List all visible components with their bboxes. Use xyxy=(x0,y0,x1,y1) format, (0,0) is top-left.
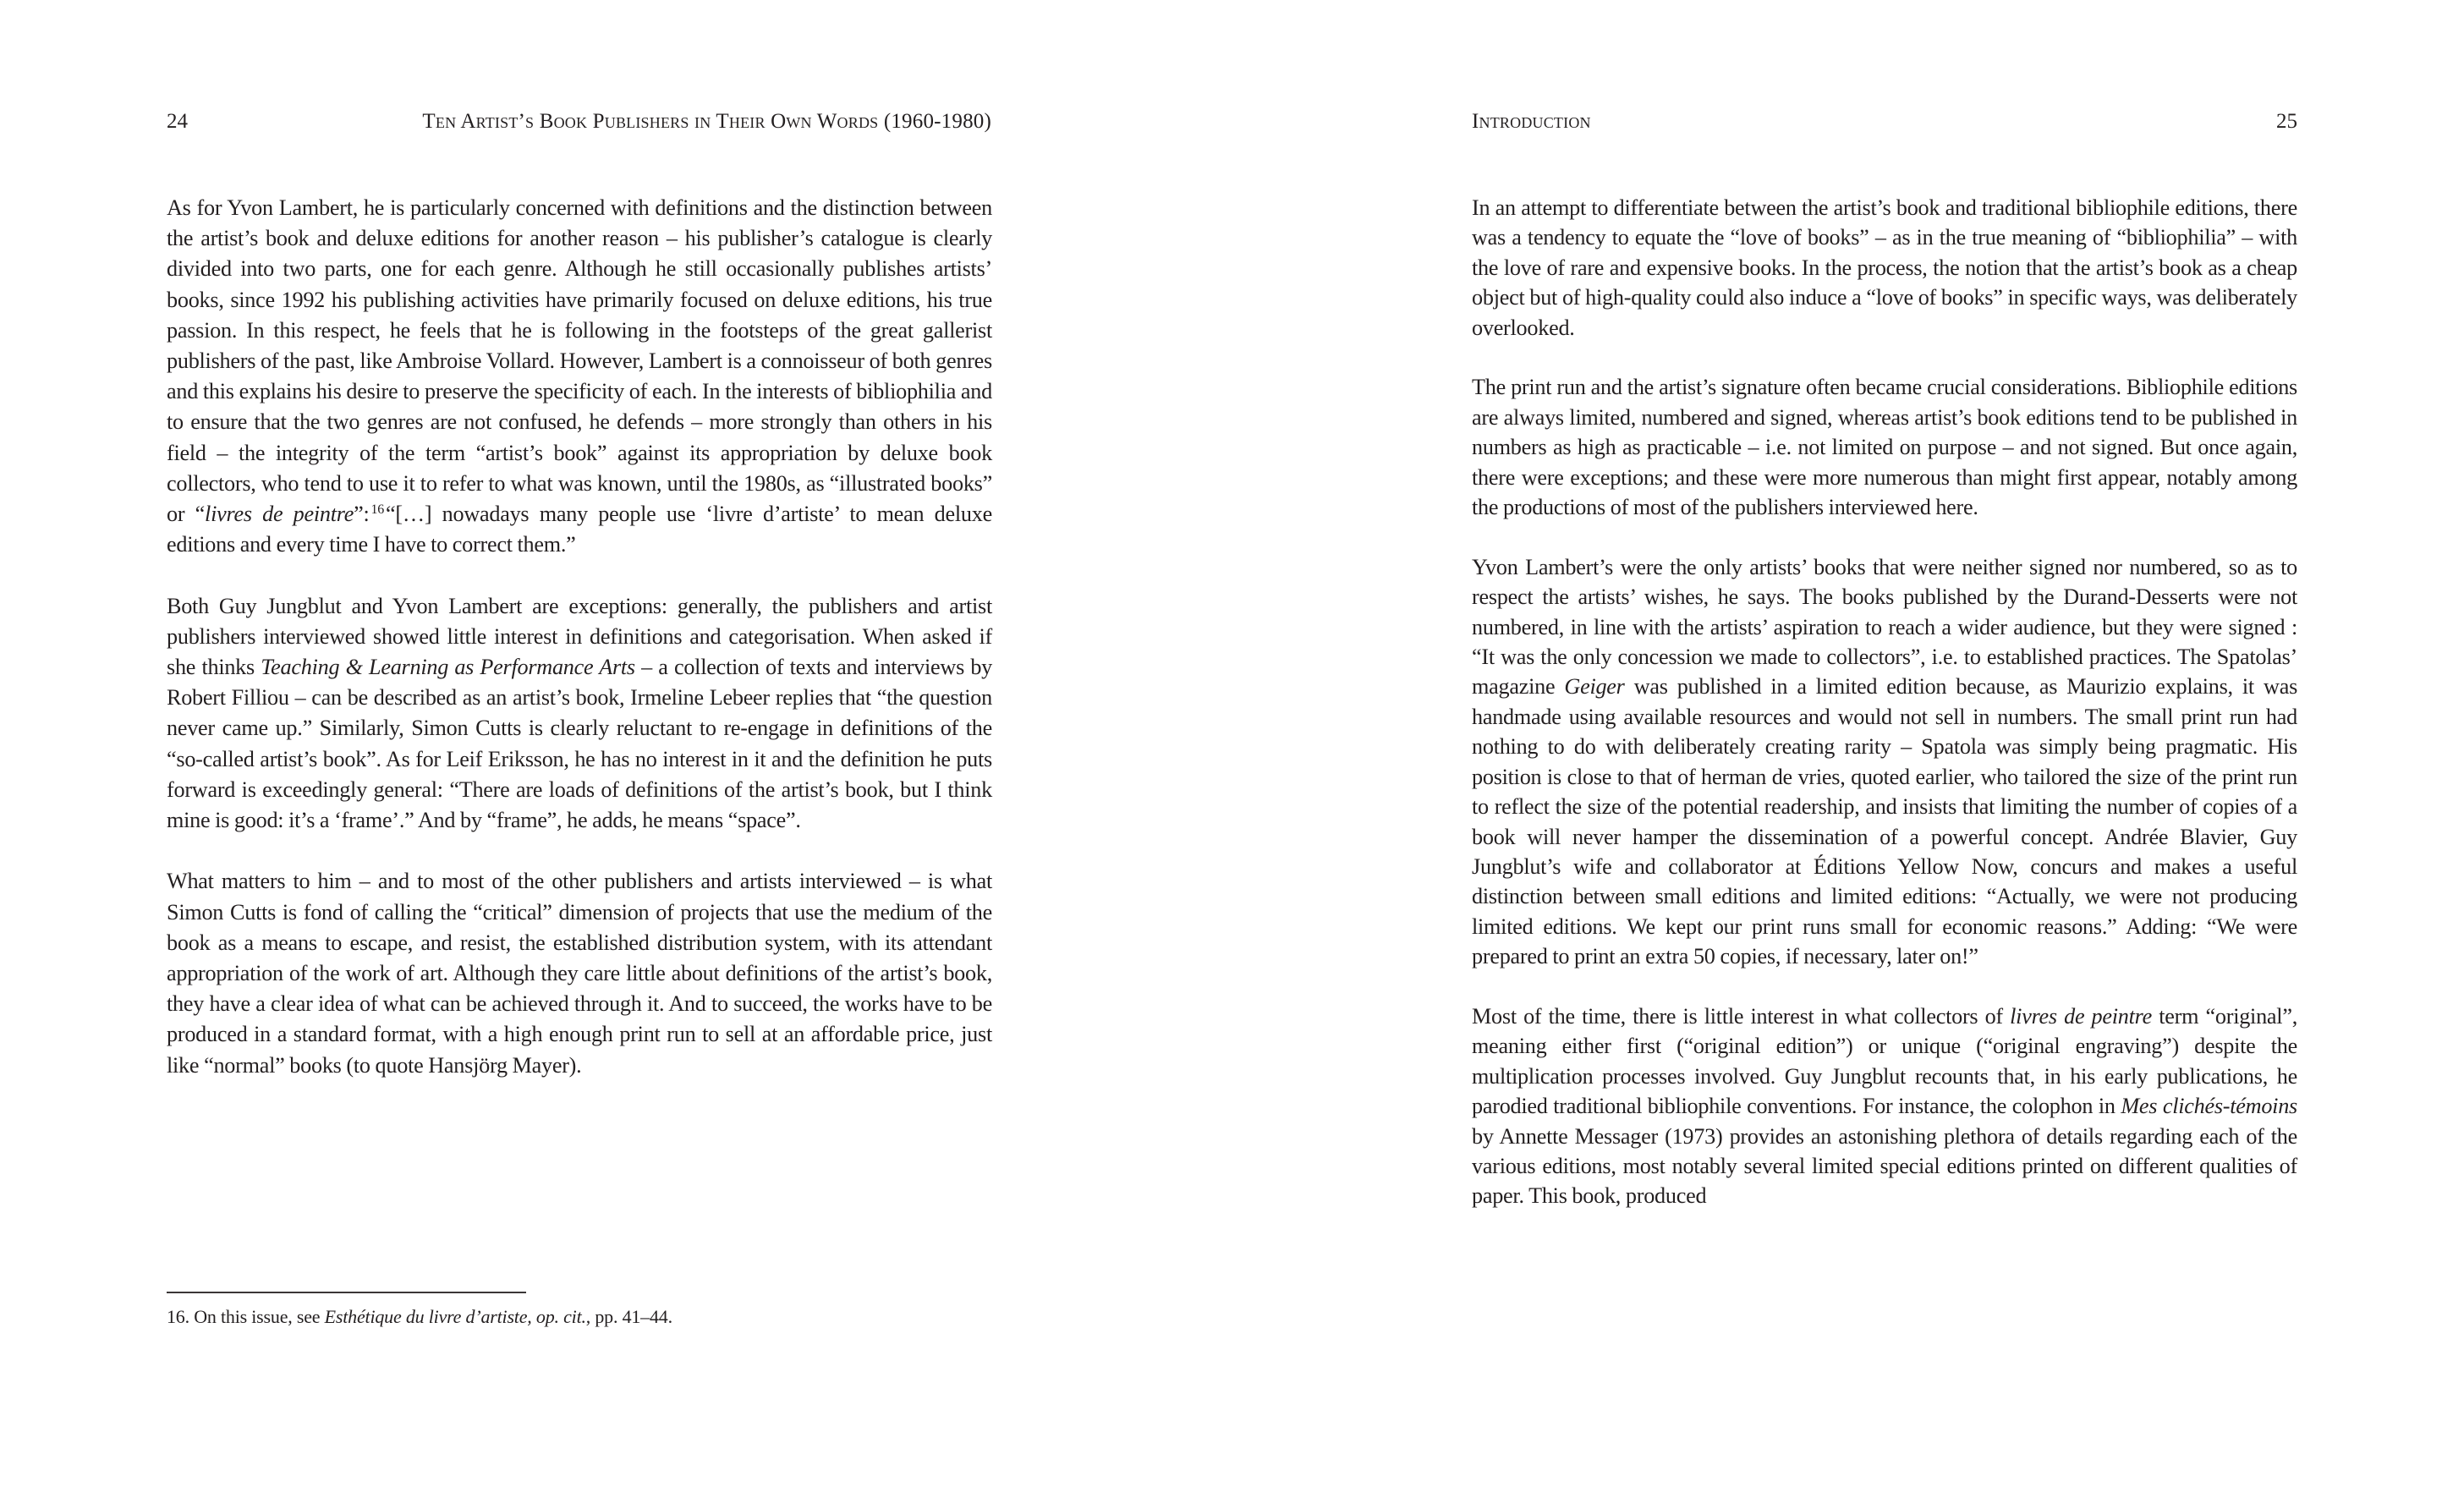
paragraph-exceptions xyxy=(167,591,992,837)
footnote-separator-rule xyxy=(167,1292,526,1293)
right-page-body xyxy=(1472,193,2297,1211)
footnote-italic-title: Esthétique du livre d’artiste, op. cit. xyxy=(324,1306,586,1327)
footnote-text: 16. On this issue, see xyxy=(167,1306,325,1327)
paragraph-signed-numbered xyxy=(1472,552,2297,972)
text-run: ”: xyxy=(354,502,370,527)
italic-title-mes-cliches-temoins: Mes clichés-témoins xyxy=(2121,1094,2297,1119)
paragraph-love-of-books: In an attempt to differentiate between the artist’s book and traditional bibliophile editions, there was a tendency to equate the “love of books” – as in the true meaning of “bibliophilia” – with the love of rare and expensive books. In the process, the notion that the artist’s book as a cheap object but of high-quality could also induce a “love of books” in specific ways, was deliberately overlooked. xyxy=(1472,195,2297,340)
italic-title-teaching-learning: Teaching & Learning as Performance Arts xyxy=(261,655,635,680)
footnote-reference-16[interactable]: 16 xyxy=(370,502,385,518)
footnote-pages: , pp. 41–44. xyxy=(585,1306,672,1327)
text-run: Both Guy Jungblut and Yvon Lambert are exceptions: generally, the publishers and artist publishers interviewed showed little interest in definitions and categorisation. When asked if she thinks xyxy=(167,593,992,680)
paragraph-what-matters: What matters to him – and to most of the other publishers and artists interviewed – is what Simon Cutts is fond of calling the “critical” dimension of projects that use the medium of the book as a means to escape, and resist, the established distribution system, with its attendant appropriation of the work of art. Although they care little about definitions of the artist’s book, they have a clear idea of what can be achieved through it. And to succeed, the works have to be produced in a standard format, with a high enough print run to sell at an affordable price, just like “normal” books (to quote Hansjörg Mayer). xyxy=(167,869,992,1078)
text-run: “[…] nowadays many people use ‘livre d’artiste’ to mean deluxe editions and every time I have to correct them.” xyxy=(167,502,992,557)
right-page xyxy=(1232,0,2464,1498)
text-run: Most of the time, there is little interest in what collectors of xyxy=(1472,1003,2011,1029)
text-run: – a collection of texts and interviews by Robert Filliou – can be described as an artist’s book, Irmeline Lebeer replies that “the question never came up.” Similarly, Simon Cutts is clearly reluctant to re-engage in definitions of the “so-called artist’s book”. As for Leif Eriksson, he has no interest in it and the definition he puts forward is exceedingly general: “There are loads of definitions of the artist’s book, but I think mine is good: it’s a ‘frame’.” And by “frame”, he adds, he means “space”. xyxy=(167,655,993,833)
italic-term-livres-de-peintre: livres de peintre xyxy=(205,502,354,527)
page-number-left: 24 xyxy=(167,110,188,133)
text-run: by Annette Messager (1973) provides an astonishing plethora of details regarding each of the various editions, most notably several limited special editions printed on different qualities of paper. This book, produced xyxy=(1472,1123,2297,1209)
running-head-chapter-title: Introduction xyxy=(1472,110,1591,133)
page-number-right: 25 xyxy=(2276,110,2297,133)
italic-title-geiger: Geiger xyxy=(1564,674,1625,700)
text-run: Yvon Lambert’s were the only artists’ books that were neither signed nor numbered, so as to respect the artists’ wishes, he says. The books published by the Durand-Desserts were not numbered, in line with the artists’ aspiration to reach a wider audience, but they were signed : “It was the only concession we made to collectors”, i.e. to established practices. The Spatolas’ magazine xyxy=(1472,554,2297,700)
running-head-book-title: Ten Artist’s Book Publishers in Their Own Words (1960-1980) xyxy=(422,110,991,133)
paragraph-yvon-lambert-definitions xyxy=(167,193,992,560)
text-run: As for Yvon Lambert, he is particularly concerned with definitions and the distinction between the artist’s book and deluxe editions for another reason – his publisher’s catalogue is clearly divided into two parts, one for each genre. Although he still occasionally publishes artists’ books, since 1992 his publishing activities have primarily focused on deluxe editions, his true passion. In this respect, he feels that he is following in the footsteps of the great gallerist publishers of the past, like Ambroise Vollard. However, Lambert is a connoisseur of both genres and this explains his desire to preserve the specificity of each. In the interests of bibliophilia and to ensure that the two genres are not confused, he defends – more strongly than others in his field – the integrity of the term “artist’s book” against its appropriation by deluxe book collectors, who tend to use it to refer to what was known, until the 1980s, as “illustrated books” or “ xyxy=(167,195,992,527)
paragraph-print-run-signature: The print run and the artist’s signature often became crucial considerations. Bibliophile editions are always limited, numbered and signed, whereas artist’s book editions tend to be published in numbers as high as practicable – i.e. not limited on purpose – and not signed. But once again, there were exceptions; and these were more numerous than might first appear, notably among the productions of most of the publishers interviewed here. xyxy=(1472,375,2297,520)
text-run: was published in a limited edition because, as Maurizio explains, it was handmade using available resources and would not sell in numbers. The small print run had nothing to do with deliberately creating rarity – Spatola was simply being pragmatic. His position is close to that of herman de vries, quoted earlier, who tailored the size of the print run to reflect the size of the potential readership, and insists that limiting the number of copies of a book will never hamper the dissemination of a powerful concept. Andrée Blavier, Guy Jungblut’s wife and collaborator at Éditions Yellow Now, concurs and makes a useful distinction between small editions and limited editions: “Actually, we were not producing limited editions. We kept our print runs small for economic reasons.” Adding: “We were prepared to print an extra 50 copies, if necessary, later on!” xyxy=(1472,674,2298,969)
italic-term-livres-de-peintre: livres de peintre xyxy=(2010,1003,2153,1029)
left-page-body xyxy=(167,193,992,1081)
footnote-16 xyxy=(167,1305,992,1329)
paragraph-original-editions xyxy=(1472,1001,2297,1211)
text-run: term “original”, meaning either first (“original edition”) or unique (“original engraving”) despite the multiplication processes involved. Guy Jungblut recounts that, in his early publications, he parodied traditional bibliophile conventions. For instance, the colophon in xyxy=(1472,1003,2297,1119)
